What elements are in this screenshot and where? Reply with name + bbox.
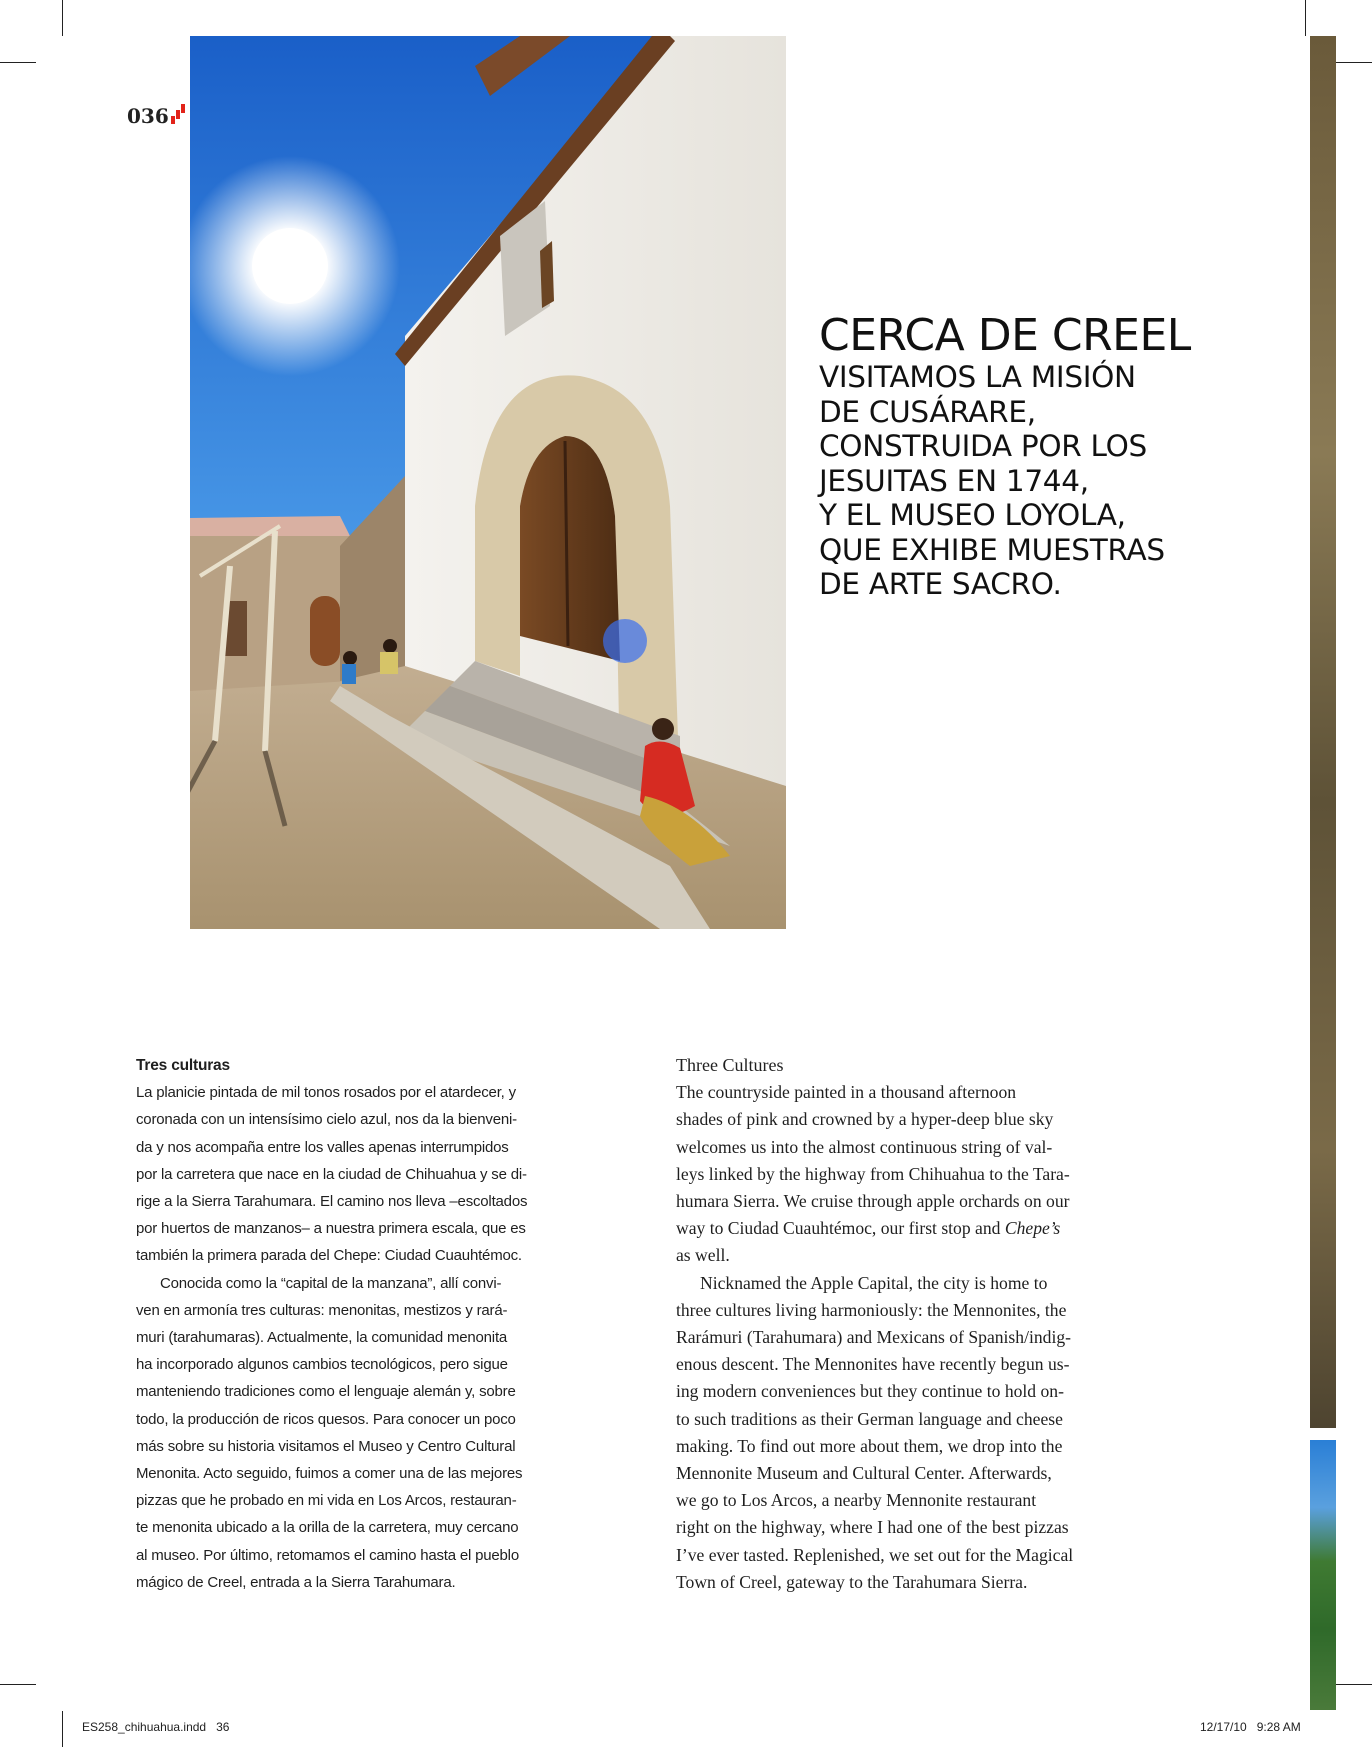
english-line: we go to Los Arcos, a nearby Mennonite restaurant <box>676 1490 1037 1511</box>
english-line: leys linked by the highway from Chihuahua to the Tara- <box>676 1163 1070 1184</box>
english-line: as well. <box>676 1245 730 1266</box>
english-line <box>676 1215 1104 1242</box>
headline-line: JESUITAS EN 1744, <box>819 463 1089 498</box>
headline-line: CONSTRUIDA POR LOS <box>819 429 1147 463</box>
spanish-line: La planicie pintada de mil tonos rosados por el atardecer, y <box>136 1084 516 1102</box>
spanish-line: Conocida como la “capital de la manzana”, allí convi- <box>160 1274 502 1292</box>
english-line: Nicknamed the Apple Capital, the city is home to <box>700 1272 1048 1293</box>
spanish-line: también la primera parada del Chepe: Ciudad Cuauhtémoc. <box>136 1247 522 1265</box>
crop-mark <box>1305 0 1306 36</box>
english-italic-term: Chepe’s <box>1004 1218 1061 1239</box>
english-line: The countryside painted in a thousand afternoon <box>676 1082 1017 1103</box>
spanish-line: da y nos acompaña entre los valles apenas interrumpidos <box>136 1138 509 1156</box>
page-number-accent-icon <box>171 104 185 126</box>
english-line: making. To find out more about them, we drop into the <box>676 1435 1063 1456</box>
english-line: Town of Creel, gateway to the Tarahumara Sierra. <box>676 1571 1028 1592</box>
spanish-line: mágico de Creel, entrada a la Sierra Tarahumara. <box>136 1573 456 1591</box>
english-line: Mennonite Museum and Cultural Center. Afterwards, <box>676 1463 1052 1484</box>
page-number <box>127 104 185 128</box>
english-line: enous descent. The Mennonites have recently begun us- <box>676 1354 1070 1375</box>
spanish-line: pizzas que he probado en mi vida en Los Arcos, restauran- <box>136 1492 517 1510</box>
headline-title: CERCA DE CREEL <box>819 310 1191 361</box>
spanish-line: Menonita. Acto seguido, fuimos a comer una de las mejores <box>136 1465 523 1483</box>
english-line: three cultures living harmoniously: the Mennonites, the <box>676 1299 1067 1320</box>
pull-quote <box>819 312 1239 602</box>
english-line: to such traditions as their German language and cheese <box>676 1408 1063 1429</box>
english-line: humara Sierra. We cruise through apple orchards on our <box>676 1191 1070 1212</box>
spanish-line: manteniendo tradiciones como el lenguaje alemán y, sobre <box>136 1383 516 1401</box>
spanish-line: por la carretera que nace en la ciudad de Chihuahua y se di- <box>136 1165 527 1183</box>
english-subheading: Three Cultures <box>676 1055 784 1075</box>
english-line: I’ve ever tasted. Replenished, we set out for the Magical <box>676 1544 1074 1565</box>
spanish-line: ha incorporado algunos cambios tecnológicos, pero sigue <box>136 1356 508 1374</box>
adjacent-page-photo-strip <box>1310 1440 1336 1710</box>
crop-mark <box>1336 62 1372 63</box>
footer-file-slug: ES258_chihuahua.indd 36 <box>82 1720 230 1734</box>
spanish-column <box>136 1052 540 1596</box>
crop-mark <box>62 1711 63 1747</box>
crop-mark <box>0 62 36 63</box>
page-number-text: 036 <box>127 104 169 128</box>
spanish-line: todo, la producción de ricos quesos. Para conocer un poco <box>136 1410 516 1428</box>
english-line: ing modern conveniences but they continue to hold on- <box>676 1381 1064 1402</box>
spanish-line: rige a la Sierra Tarahumara. El camino nos lleva –escoltados <box>136 1193 528 1211</box>
headline-line: DE ARTE SACRO. <box>819 567 1062 601</box>
english-column <box>676 1052 1104 1596</box>
english-line: Rarámuri (Tarahumara) and Mexicans of Spanish/indig- <box>676 1327 1071 1348</box>
spanish-line: más sobre su historia visitamos el Museo y Centro Cultural <box>136 1437 516 1455</box>
adjacent-page-photo-strip <box>1310 36 1336 1428</box>
crop-mark <box>0 1684 36 1685</box>
footer-timestamp: 12/17/10 9:28 AM <box>1200 1720 1301 1734</box>
headline-line: QUE EXHIBE MUESTRAS <box>819 532 1165 567</box>
headline-line: VISITAMOS LA MISIÓN <box>819 360 1136 394</box>
spanish-line: al museo. Por último, retomamos el camino hasta el pueblo <box>136 1546 519 1564</box>
headline-line: Y EL MUSEO LOYOLA, <box>819 498 1126 532</box>
headline-line: DE CUSÁRARE, <box>819 394 1036 429</box>
crop-mark <box>62 0 63 36</box>
spanish-line: te menonita ubicado a la orilla de la carretera, muy cercano <box>136 1519 519 1537</box>
spanish-line: coronada con un intensísimo cielo azul, nos da la bienveni- <box>136 1111 517 1129</box>
spanish-subheading: Tres culturas <box>136 1057 230 1074</box>
english-line: right on the highway, where I had one of the best pizzas <box>676 1517 1069 1538</box>
spanish-line: ven en armonía tres culturas: menonitas, mestizos y rará- <box>136 1301 508 1319</box>
english-line: shades of pink and crowned by a hyper-deep blue sky <box>676 1109 1054 1130</box>
english-line: welcomes us into the almost continuous string of val- <box>676 1136 1053 1157</box>
english-line-text: way to Ciudad Cuauhtémoc, our first stop and <box>676 1218 1005 1239</box>
crop-mark <box>1336 1684 1372 1685</box>
spanish-line: por huertos de manzanos– a nuestra primera escala, que es <box>136 1220 526 1238</box>
mission-church-photo <box>190 36 786 929</box>
spanish-line: muri (tarahumaras). Actualmente, la comunidad menonita <box>136 1329 508 1347</box>
